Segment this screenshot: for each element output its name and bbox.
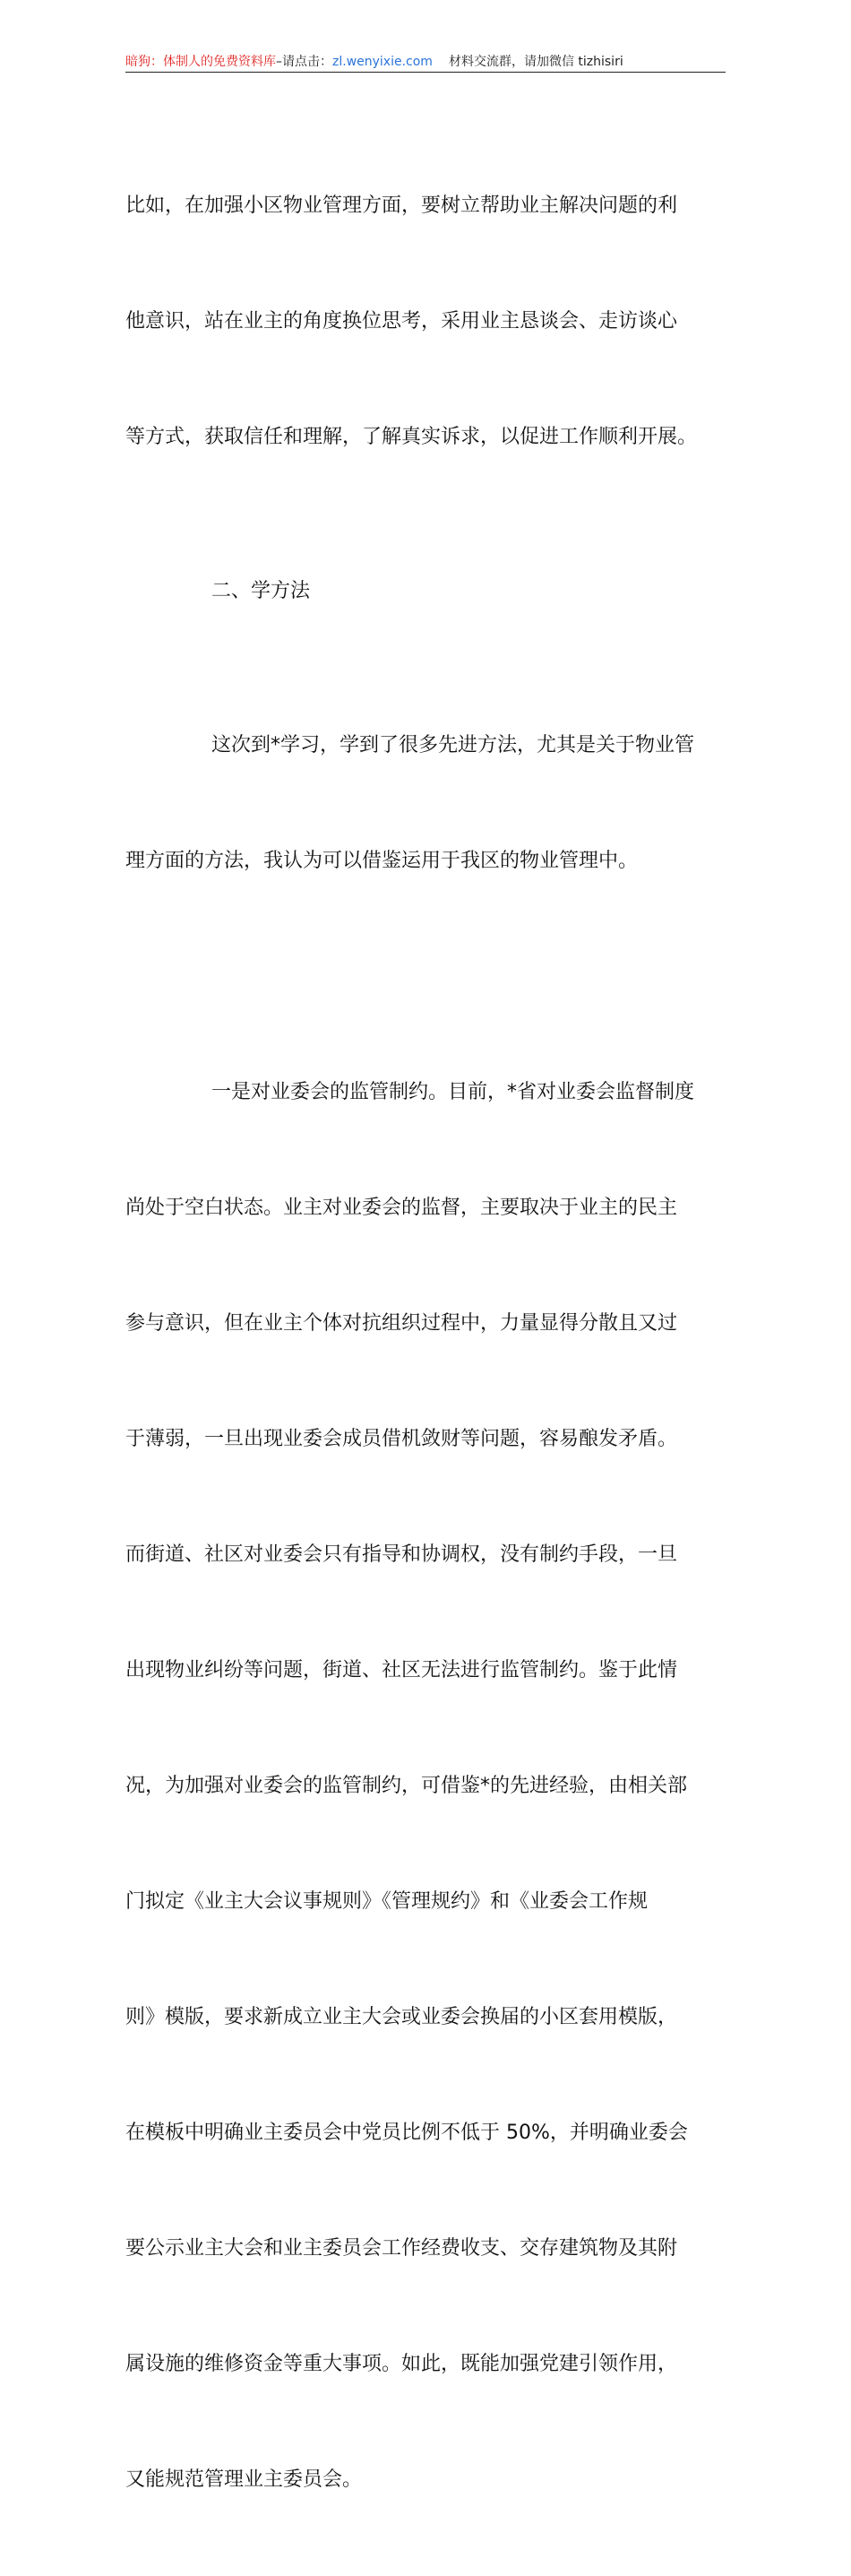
document-body [125,109,726,2576]
header-prompt: –请点击： [276,55,332,69]
intro-line-2: 他意识，站在业主的角度换位思考，采用业主恳谈会、走访谈心 [125,310,678,333]
supervision-line-4: 于薄弱，一旦出现业委会成员借机敛财等问题，容易酿发矛盾。 [125,1428,678,1450]
paragraph-gap [125,533,726,572]
supervision-paragraph [125,996,726,2576]
supervision-line-7: 况，为加强对业委会的监管制约，可借鉴*的先进经验，由相关部 [125,1775,688,1797]
supervision-line-12: 属设施的维修资金等重大事项。如此，既能加强党建引领作用， [125,2353,678,2375]
supervision-line-9: 则》模版，要求新成立业主大会或业委会换届的小区套用模版， [125,2006,678,2028]
intro-line-1: 比如，在加强小区物业管理方面，要树立帮助业主解决问题的利 [125,194,678,217]
intro-paragraph [125,109,726,533]
method-line-2: 理方面的方法，我认为可以借鉴运用于我区的物业管理中。 [125,850,639,872]
section-heading: 二、学方法 [211,580,311,602]
supervision-line-2: 尚处于空白状态。业主对业委会的监督，主要取决于业主的民主 [125,1197,678,1219]
supervision-line-8: 门拟定《业主大会议事规则》《管理规约》和《业委会工作规 [125,1890,649,1913]
supervision-line-11: 要公示业主大会和业主委员会工作经费收支、交存建筑物及其附 [125,2237,678,2260]
method-paragraph [125,649,726,957]
supervision-line-10: 在模板中明确业主委员会中党员比例不低于 50%，并明确业委会 [125,2122,688,2144]
supervision-line-5: 而街道、社区对业委会只有指导和协调权，没有制约手段，一旦 [125,1543,678,1566]
header-url-link[interactable]: zl.wenyixie.com [332,55,433,69]
paragraph-gap [125,610,726,649]
supervision-line-1: 一是对业委会的监管制约。目前，*省对业委会监督制度 [211,1081,695,1103]
supervision-line-3: 参与意识，但在业主个体对抗组织过程中，力量显得分散且又过 [125,1312,678,1335]
supervision-line-13: 又能规范管理业主委员会。 [125,2468,363,2491]
supervision-line-6: 出现物业纠纷等问题，街道、社区无法进行监管制约。鉴于此情 [125,1659,678,1681]
paragraph-gap [125,957,726,996]
header-brand: 暗狗：体制人的免费资料库 [125,55,276,69]
intro-line-3: 等方式，获取信任和理解，了解真实诉求，以促进工作顺利开展。 [125,426,698,448]
header-contact: 材料交流群，请加微信 tizhisiri [448,55,623,69]
document-header [125,52,726,73]
method-line-1: 这次到*学习，学到了很多先进方法，尤其是关于物业管 [211,734,695,756]
